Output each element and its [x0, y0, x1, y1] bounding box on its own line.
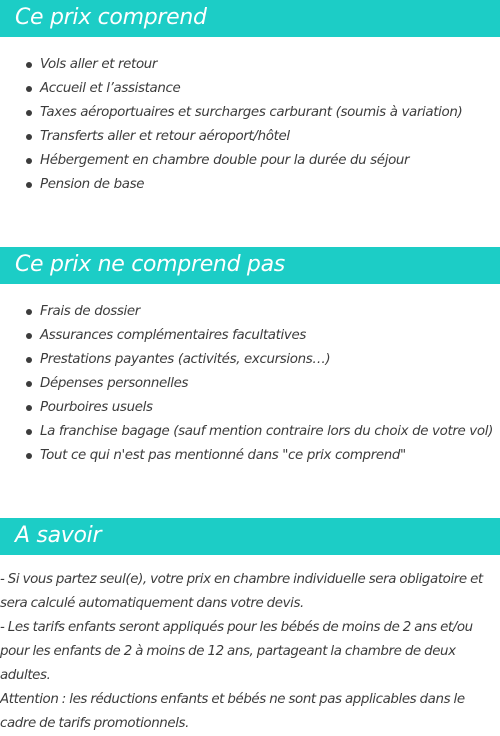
list-item-label: Frais de dossier	[40, 304, 140, 319]
list-item	[0, 149, 500, 173]
info-text	[0, 568, 500, 736]
excludes-title: Ce prix ne comprend pas	[15, 252, 285, 277]
bullet-icon	[26, 62, 32, 68]
bullet-icon	[26, 86, 32, 92]
info-paragraph: - Les tarifs enfants seront appliqués pour les bébés de moins de 2 ans et/ou pour les enfants de 2 à moins de 12 ans, partageant la chambre de deux adultes.	[0, 620, 473, 683]
list-item	[0, 396, 500, 420]
includes-header	[0, 0, 500, 37]
list-item-label: Pourboires usuels	[40, 400, 153, 415]
info-paragraph: - Si vous partez seul(e), votre prix en chambre individuelle sera obligatoire et sera calculé automatiquement dans votre devis.	[0, 572, 483, 611]
info-paragraph: Attention : les réductions enfants et bébés ne sont pas applicables dans le cadre de tarifs promotionnels.	[0, 692, 465, 731]
bullet-icon	[26, 381, 32, 387]
list-item-label: Pension de base	[40, 177, 145, 192]
list-item-label: La franchise bagage (sauf mention contraire lors du choix de votre vol)	[40, 424, 493, 439]
list-item-label: Taxes aéroportuaires et surcharges carburant (soumis à variation)	[40, 105, 463, 120]
list-item	[0, 420, 500, 444]
list-item-label: Transferts aller et retour aéroport/hôtel	[40, 129, 290, 144]
bullet-icon	[26, 357, 32, 363]
list-item	[0, 77, 500, 101]
bullet-icon	[26, 182, 32, 188]
list-item	[0, 300, 500, 324]
includes-list	[0, 53, 500, 197]
excludes-header	[0, 247, 500, 284]
bullet-icon	[26, 309, 32, 315]
list-item-label: Hébergement en chambre double pour la durée du séjour	[40, 153, 410, 168]
bullet-icon	[26, 405, 32, 411]
list-item-label: Accueil et l’assistance	[40, 81, 181, 96]
list-item	[0, 324, 500, 348]
excludes-list	[0, 300, 500, 468]
bullet-icon	[26, 333, 32, 339]
bullet-icon	[26, 453, 32, 459]
list-item-label: Prestations payantes (activités, excursions…)	[40, 352, 331, 367]
bullet-icon	[26, 110, 32, 116]
list-item	[0, 101, 500, 125]
list-item	[0, 53, 500, 77]
bullet-icon	[26, 429, 32, 435]
list-item	[0, 173, 500, 197]
list-item	[0, 348, 500, 372]
bullet-icon	[26, 158, 32, 164]
list-item	[0, 444, 500, 468]
list-item	[0, 372, 500, 396]
list-item	[0, 125, 500, 149]
info-header	[0, 518, 500, 555]
list-item-label: Vols aller et retour	[40, 57, 158, 72]
list-item-label: Tout ce qui n'est pas mentionné dans "ce prix comprend"	[40, 448, 406, 463]
includes-title: Ce prix comprend	[15, 5, 207, 30]
info-title: A savoir	[15, 523, 102, 548]
list-item-label: Assurances complémentaires facultatives	[40, 328, 307, 343]
list-item-label: Dépenses personnelles	[40, 376, 189, 391]
bullet-icon	[26, 134, 32, 140]
